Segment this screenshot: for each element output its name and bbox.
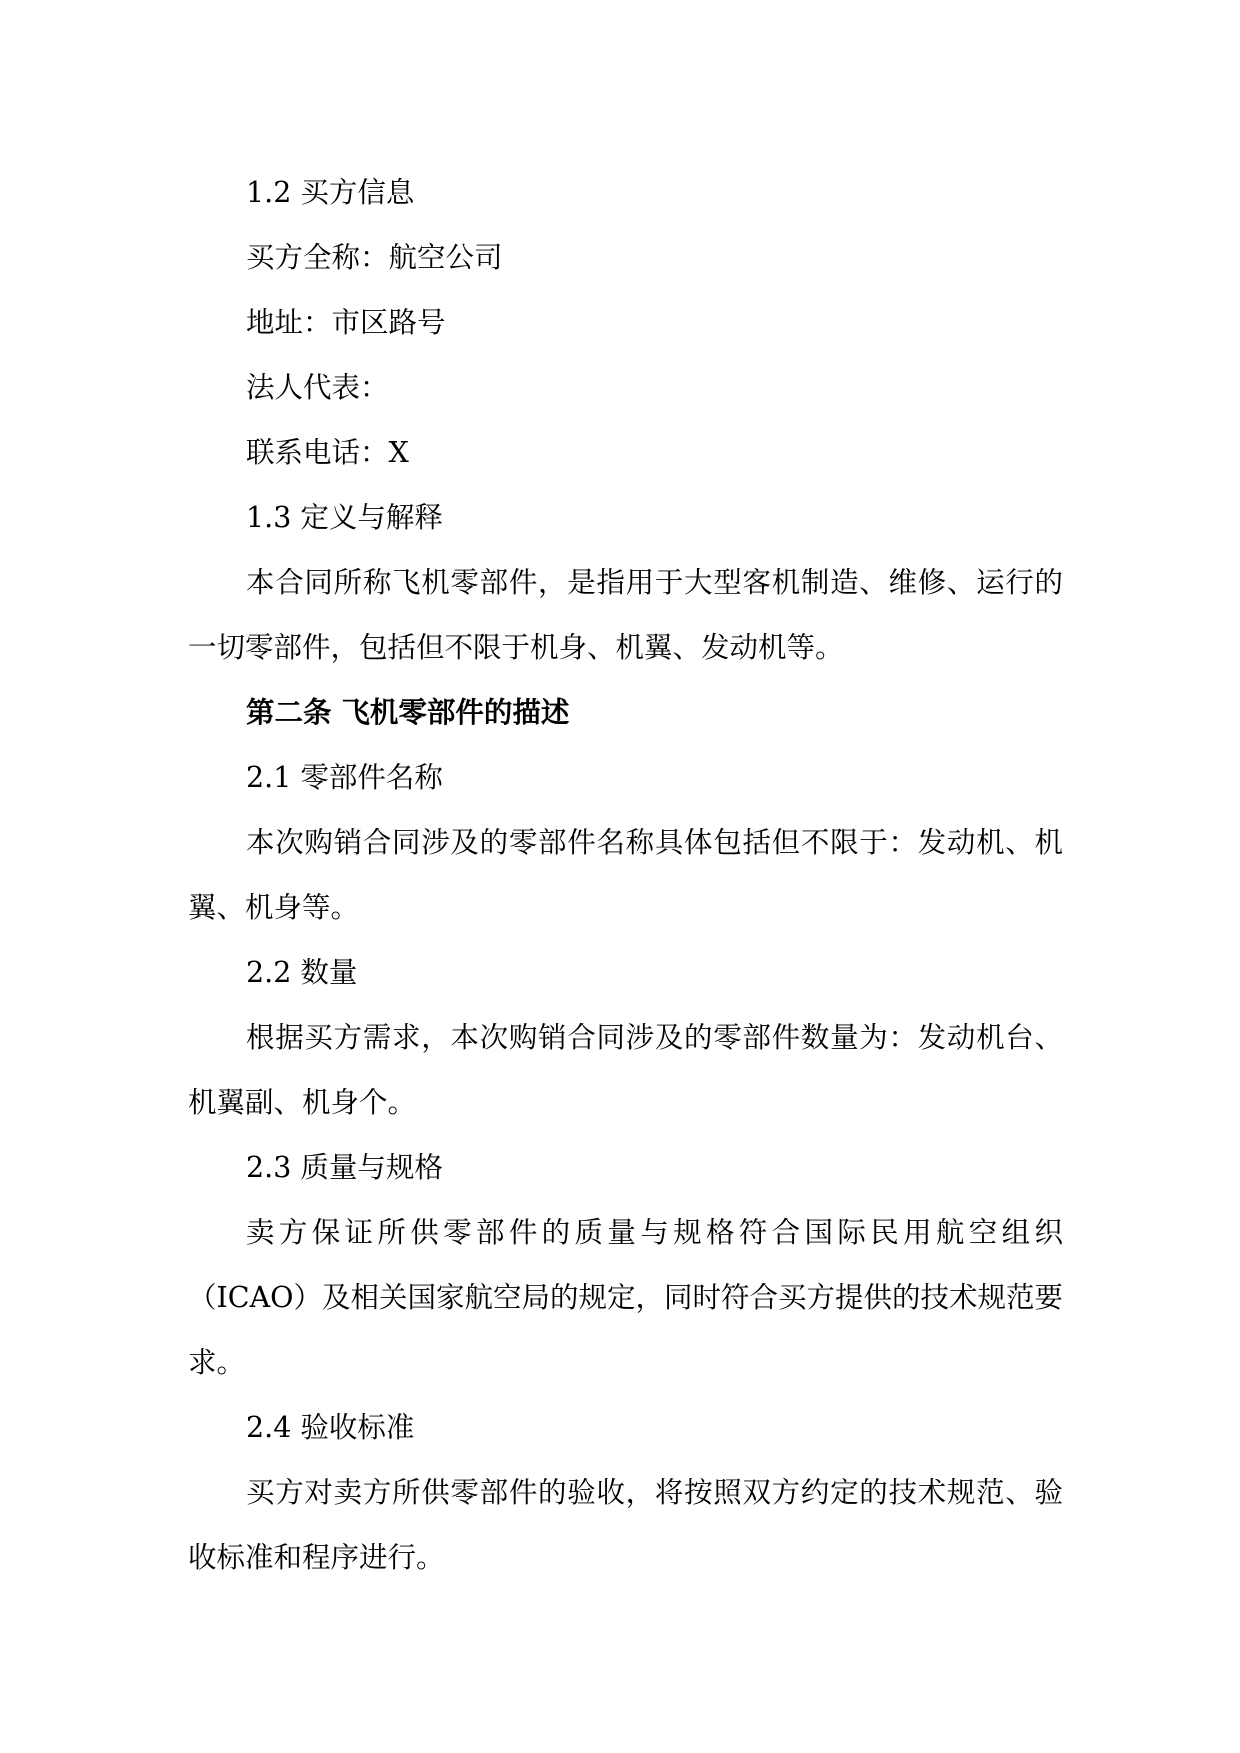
- buyer-name-line: 买方全称：航空公司: [246, 241, 503, 274]
- buyer-legal-rep-line: 法人代表：: [246, 371, 389, 404]
- definition-paragraph: 本合同所称飞机零部件，是指用于大型客机制造、维修、运行的一切零部件，包括但不限于机身、机翼、发动机等。: [188, 566, 1063, 664]
- buyer-address-line: 地址：市区路号: [246, 306, 446, 339]
- section-2-2-title: 2.2 数量: [246, 956, 358, 989]
- section-1-2-title: 1.2 买方信息: [246, 176, 415, 209]
- article-2-heading: 第二条 飞机零部件的描述: [246, 696, 570, 729]
- acceptance-paragraph: 买方对卖方所供零部件的验收，将按照双方约定的技术规范、验收标准和程序进行。: [188, 1476, 1063, 1574]
- document-body: [188, 160, 1063, 1590]
- section-1-3-title: 1.3 定义与解释: [246, 501, 443, 534]
- quantity-paragraph: 根据买方需求，本次购销合同涉及的零部件数量为：发动机台、机翼副、机身个。: [188, 1021, 1063, 1119]
- section-2-3-title: 2.3 质量与规格: [246, 1151, 443, 1184]
- parts-name-paragraph: 本次购销合同涉及的零部件名称具体包括但不限于：发动机、机翼、机身等。: [188, 826, 1063, 924]
- section-2-4-title: 2.4 验收标准: [246, 1411, 415, 1444]
- section-2-1-title: 2.1 零部件名称: [246, 761, 443, 794]
- buyer-phone-line: 联系电话：X: [246, 436, 409, 469]
- quality-paragraph: 卖方保证所供零部件的质量与规格符合国际民用航空组织（ICAO）及相关国家航空局的规定，同时符合买方提供的技术规范要求。: [188, 1216, 1064, 1379]
